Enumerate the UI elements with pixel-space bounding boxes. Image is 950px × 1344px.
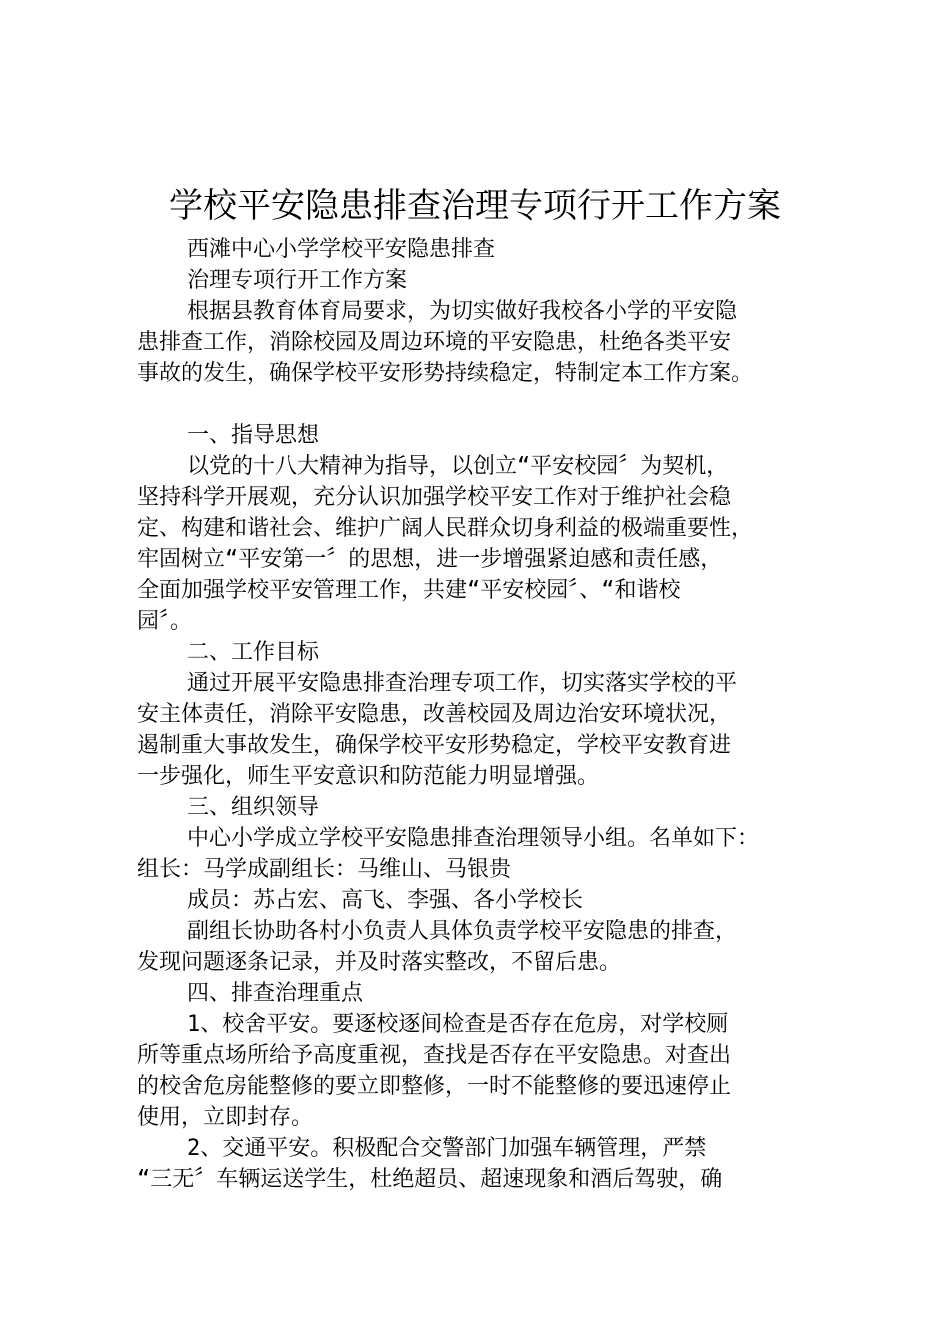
paragraph-line: 坚持科学开展观，充分认识加强学校平安工作对于维护社会稳 <box>137 485 732 510</box>
paragraph-line: 患排查工作，消除校园及周边环境的平安隐患，杜绝各类平安 <box>137 330 732 355</box>
section-heading: 四、排查治理重点 <box>187 981 364 1006</box>
paragraph-line: 中心小学成立学校平安隐患排查治理领导小组。名单如下： <box>187 826 760 851</box>
paragraph-line: 成员：苏占宏、高飞、李强、各小学校长 <box>187 888 584 913</box>
subtitle-line: 西滩中心小学学校平安隐患排查 <box>187 237 496 262</box>
section-heading: 二、工作目标 <box>187 640 320 665</box>
section-heading: 一、指导思想 <box>187 423 320 448</box>
paragraph-line: 使用，立即封存。 <box>137 1105 314 1130</box>
paragraph-line: 园〞。 <box>137 609 193 634</box>
paragraph-line: 组长：马学成副组长：马维山、马银贵 <box>137 857 512 882</box>
paragraph-line: “三无〞车辆运送学生，杜绝超员、超速现象和酒后驾驶，确 <box>137 1167 723 1192</box>
paragraph-line: 的校舍危房能整修的要立即整修，一时不能整修的要迅速停止 <box>137 1074 732 1099</box>
subtitle-line: 治理专项行开工作方案 <box>187 268 408 293</box>
paragraph-line: 2、交通平安。积极配合交警部门加强车辆管理，严禁 <box>187 1136 707 1161</box>
paragraph-line: 事故的发生，确保学校平安形势持续稳定，特制定本工作方案。 <box>137 361 754 386</box>
paragraph-line: 以党的十八大精神为指导，以创立“平安校园〞为契机， <box>187 454 729 479</box>
paragraph-line: 1、校舍平安。要逐校逐间检查是否存在危房，对学校厕 <box>187 1012 729 1037</box>
paragraph-spacer <box>137 389 827 420</box>
paragraph-line: 通过开展平安隐患排查治理专项工作，切实落实学校的平 <box>187 671 738 696</box>
document-title: 学校平安隐患排查治理专项行开工作方案 <box>169 186 781 226</box>
paragraph-line: 副组长协助各村小负责人具体负责学校平安隐患的排查， <box>187 919 738 944</box>
paragraph-line: 遏制重大事故发生，确保学校平安形势稳定，学校平安教育进 <box>137 733 732 758</box>
document-body <box>137 234 827 1195</box>
paragraph-line: 一步强化，师生平安意识和防范能力明显增强。 <box>137 764 600 789</box>
paragraph-line: 安主体责任，消除平安隐患，改善校园及周边治安环境状况， <box>137 702 732 727</box>
paragraph-line: 所等重点场所给予高度重视，查找是否存在平安隐患。对查出 <box>137 1043 732 1068</box>
paragraph-line: 发现问题逐条记录，并及时落实整改，不留后患。 <box>137 950 622 975</box>
paragraph-line: 全面加强学校平安管理工作，共建“平安校园〞、“和谐校 <box>137 578 681 603</box>
paragraph-line: 定、构建和谐社会、维护广阔人民群众切身利益的极端重要性， <box>137 516 754 541</box>
section-heading: 三、组织领导 <box>187 795 320 820</box>
paragraph-line: 根据县教育体育局要求，为切实做好我校各小学的平安隐 <box>187 299 738 324</box>
paragraph-line: 牢固树立“平安第一〞的思想，进一步增强紧迫感和责任感， <box>137 547 723 572</box>
